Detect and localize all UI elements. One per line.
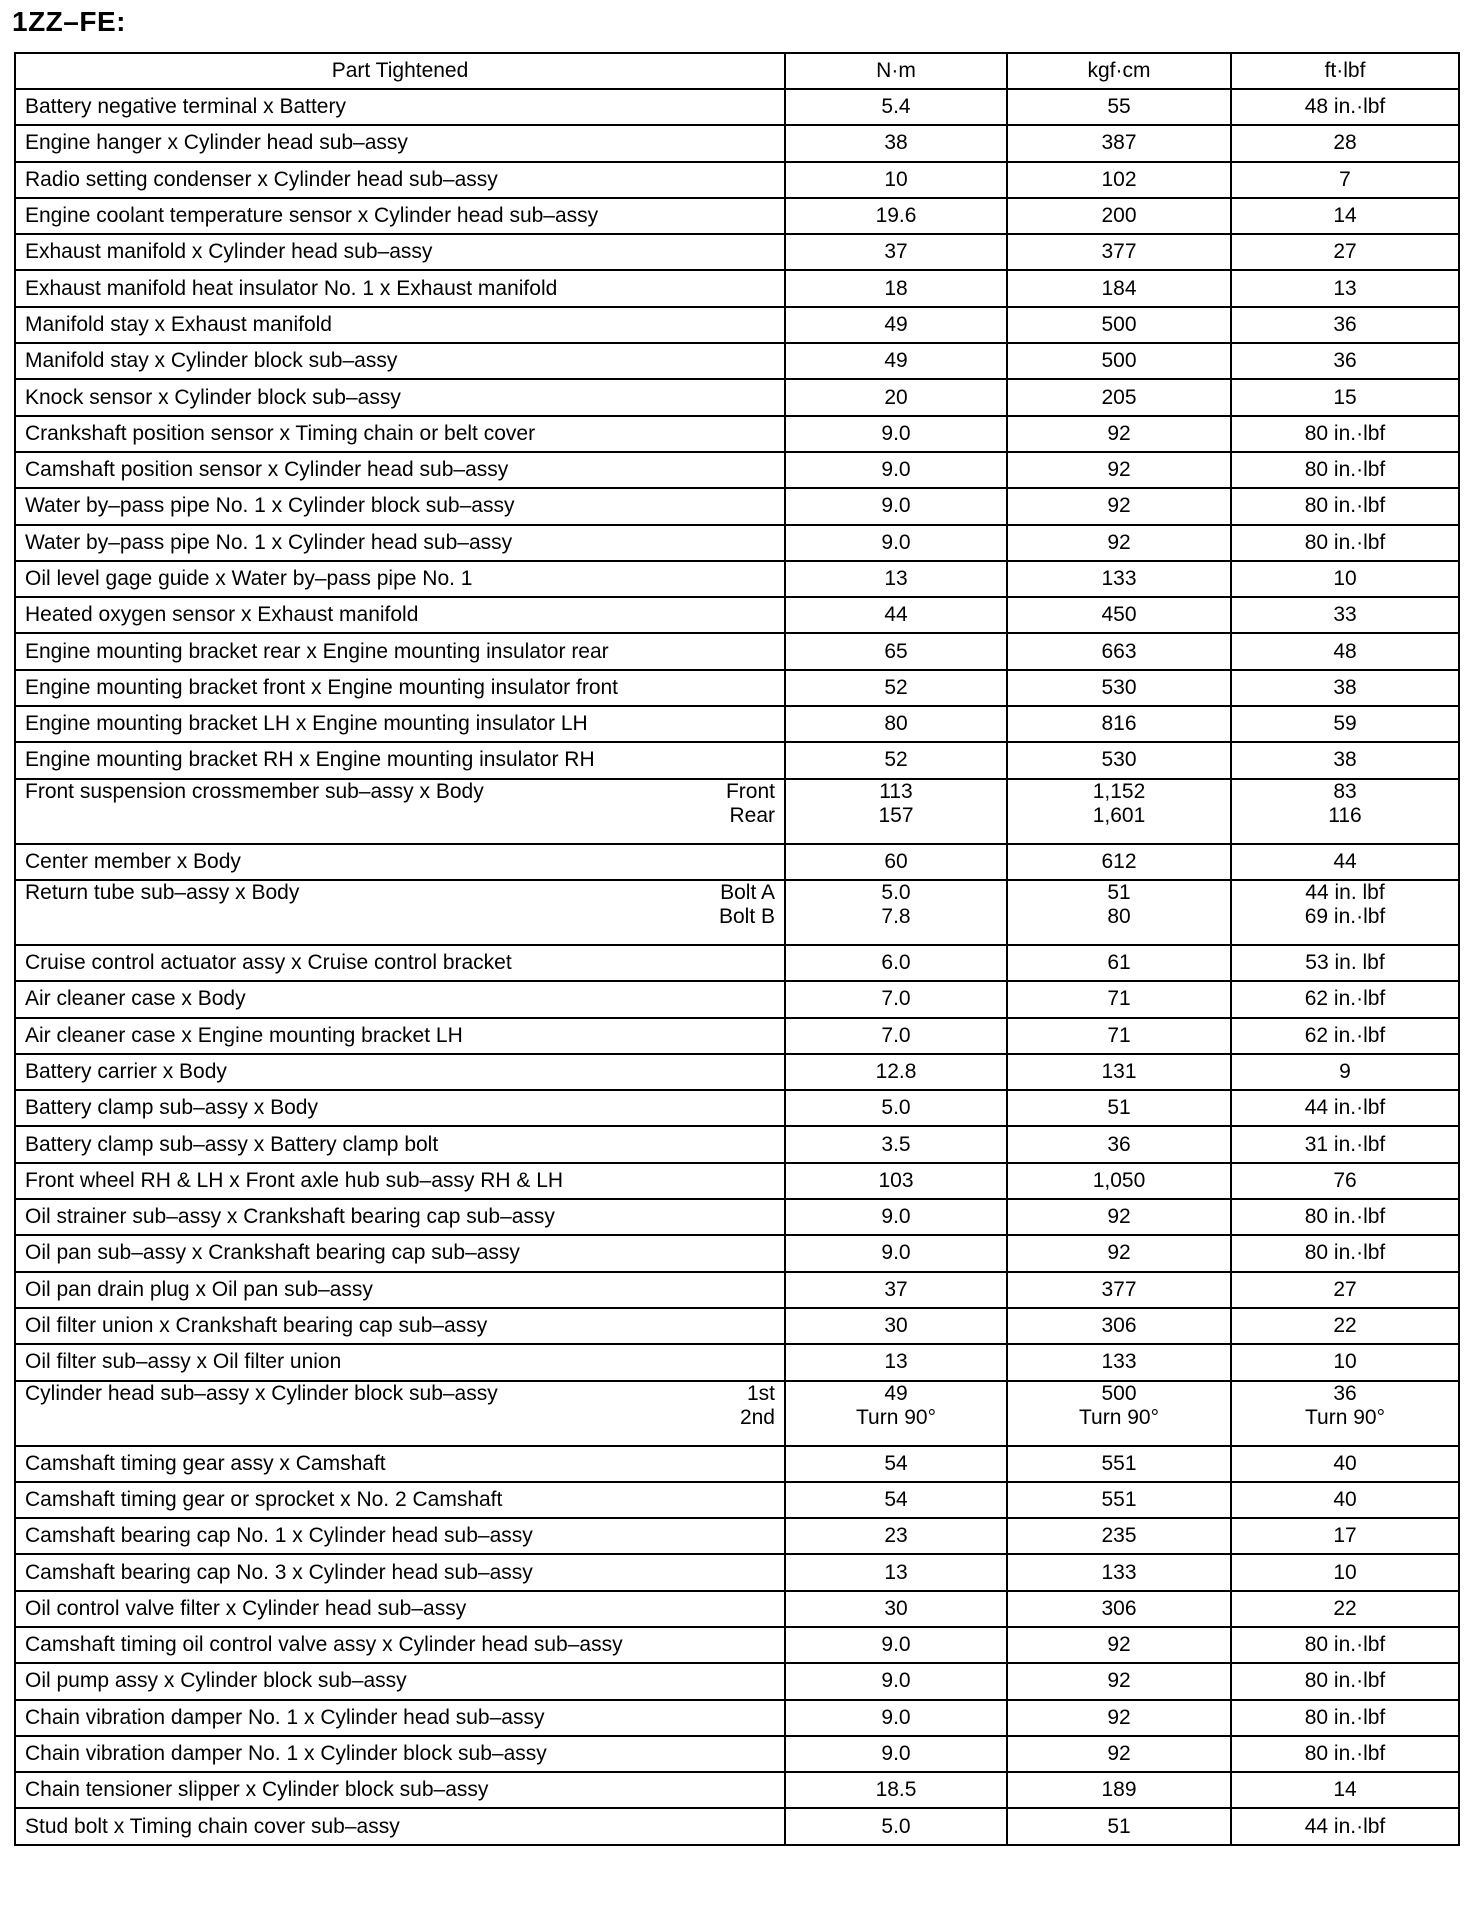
table-row bbox=[15, 1482, 1459, 1518]
part-tightened-cell: Cruise control actuator assy x Cruise control bracket bbox=[15, 945, 785, 981]
kgf-cm-value: 51 bbox=[1007, 1090, 1231, 1126]
kgf-cm-value: 500 bbox=[1007, 343, 1231, 379]
part-tightened-cell: Oil pump assy x Cylinder block sub–assy bbox=[15, 1663, 785, 1699]
table-row bbox=[15, 1518, 1459, 1554]
nm-value: 65 bbox=[785, 633, 1007, 669]
ft-lbf-value: 36 bbox=[1231, 343, 1459, 379]
nm-value: 12.8 bbox=[785, 1054, 1007, 1090]
ft-lbf-value: 80 in.·lbf bbox=[1231, 1199, 1459, 1235]
ft-lbf-value: 48 in.·lbf bbox=[1231, 89, 1459, 125]
table-row bbox=[15, 1235, 1459, 1271]
ft-lbf-value: 27 bbox=[1231, 234, 1459, 270]
part-tightened-cell: Oil strainer sub–assy x Crankshaft bearing cap sub–assy bbox=[15, 1199, 785, 1235]
ft-lbf-value-line: 44 in. lbf bbox=[1305, 880, 1385, 904]
table-row bbox=[15, 234, 1459, 270]
kgf-cm-value: 133 bbox=[1007, 561, 1231, 597]
part-tightened-cell: Manifold stay x Cylinder block sub–assy bbox=[15, 343, 785, 379]
part-name: Return tube sub–assy x Body bbox=[25, 880, 300, 904]
nm-value bbox=[785, 880, 1007, 945]
kgf-cm-value bbox=[1007, 880, 1231, 945]
ft-lbf-value: 62 in.·lbf bbox=[1231, 981, 1459, 1017]
table-header-row bbox=[15, 53, 1459, 89]
nm-value: 44 bbox=[785, 597, 1007, 633]
part-tightened-cell: Heated oxygen sensor x Exhaust manifold bbox=[15, 597, 785, 633]
kgf-cm-value: 377 bbox=[1007, 1272, 1231, 1308]
kgf-cm-value: 663 bbox=[1007, 633, 1231, 669]
table-row bbox=[15, 1808, 1459, 1844]
kgf-cm-value: 92 bbox=[1007, 1199, 1231, 1235]
table-row bbox=[15, 981, 1459, 1017]
part-name: Cylinder head sub–assy x Cylinder block sub–assy bbox=[25, 1381, 498, 1405]
ft-lbf-value: 36 bbox=[1231, 307, 1459, 343]
nm-value: 9.0 bbox=[785, 1663, 1007, 1699]
kgf-cm-value-line: 1,152 bbox=[1092, 779, 1146, 803]
part-sub-label: Bolt B bbox=[718, 904, 775, 928]
part-tightened-cell: Camshaft timing oil control valve assy x Cylinder head sub–assy bbox=[15, 1627, 785, 1663]
ft-lbf-value bbox=[1231, 779, 1459, 844]
kgf-cm-value: 133 bbox=[1007, 1554, 1231, 1590]
nm-value: 54 bbox=[785, 1482, 1007, 1518]
nm-value: 9.0 bbox=[785, 488, 1007, 524]
table-row bbox=[15, 1736, 1459, 1772]
part-name: Front suspension crossmember sub–assy x Body bbox=[25, 779, 484, 803]
kgf-cm-value: 1,050 bbox=[1007, 1163, 1231, 1199]
ft-lbf-value: 44 bbox=[1231, 844, 1459, 880]
nm-value: 3.5 bbox=[785, 1126, 1007, 1162]
ft-lbf-value: 22 bbox=[1231, 1591, 1459, 1627]
kgf-cm-value bbox=[1007, 779, 1231, 844]
part-tightened-cell: Oil filter union x Crankshaft bearing cap sub–assy bbox=[15, 1308, 785, 1344]
kgf-cm-value-line: 1,601 bbox=[1092, 803, 1146, 827]
ft-lbf-value-line: 116 bbox=[1328, 803, 1362, 827]
part-tightened-cell: Camshaft timing gear assy x Camshaft bbox=[15, 1446, 785, 1482]
table-row bbox=[15, 742, 1459, 778]
part-tightened-cell: Camshaft bearing cap No. 1 x Cylinder head sub–assy bbox=[15, 1518, 785, 1554]
nm-value: 6.0 bbox=[785, 945, 1007, 981]
part-sub-label: Rear bbox=[729, 803, 775, 827]
nm-value: 54 bbox=[785, 1446, 1007, 1482]
part-tightened-cell: Battery clamp sub–assy x Body bbox=[15, 1090, 785, 1126]
kgf-cm-value: 92 bbox=[1007, 1663, 1231, 1699]
nm-value: 30 bbox=[785, 1308, 1007, 1344]
table-row bbox=[15, 880, 1459, 945]
nm-value: 9.0 bbox=[785, 1199, 1007, 1235]
part-sub-labels bbox=[740, 1382, 775, 1430]
kgf-cm-value: 387 bbox=[1007, 125, 1231, 161]
kgf-cm-value: 92 bbox=[1007, 1627, 1231, 1663]
nm-value-line: 157 bbox=[878, 803, 914, 827]
ft-lbf-value: 80 in.·lbf bbox=[1231, 1700, 1459, 1736]
nm-value: 5.0 bbox=[785, 1808, 1007, 1844]
nm-value: 49 bbox=[785, 307, 1007, 343]
ft-lbf-value: 44 in.·lbf bbox=[1231, 1090, 1459, 1126]
kgf-cm-value: 816 bbox=[1007, 706, 1231, 742]
kgf-cm-value: 133 bbox=[1007, 1344, 1231, 1380]
ft-lbf-value: 62 in.·lbf bbox=[1231, 1018, 1459, 1054]
table-row bbox=[15, 1663, 1459, 1699]
table-row bbox=[15, 597, 1459, 633]
kgf-cm-value: 450 bbox=[1007, 597, 1231, 633]
nm-value-line: Turn 90° bbox=[856, 1405, 936, 1429]
table-row bbox=[15, 162, 1459, 198]
ft-lbf-value: 80 in.·lbf bbox=[1231, 1663, 1459, 1699]
nm-value: 30 bbox=[785, 1591, 1007, 1627]
kgf-cm-value: 551 bbox=[1007, 1446, 1231, 1482]
part-tightened-cell: Air cleaner case x Body bbox=[15, 981, 785, 1017]
part-tightened-cell: Front wheel RH & LH x Front axle hub sub–assy RH & LH bbox=[15, 1163, 785, 1199]
kgf-cm-value: 92 bbox=[1007, 452, 1231, 488]
ft-lbf-value-line: 69 in.·lbf bbox=[1304, 904, 1386, 928]
ft-lbf-value: 80 in.·lbf bbox=[1231, 525, 1459, 561]
ft-lbf-value: 14 bbox=[1231, 1772, 1459, 1808]
table-row bbox=[15, 1772, 1459, 1808]
nm-value: 52 bbox=[785, 742, 1007, 778]
kgf-cm-value: 71 bbox=[1007, 981, 1231, 1017]
kgf-cm-value: 530 bbox=[1007, 742, 1231, 778]
ft-lbf-value: 76 bbox=[1231, 1163, 1459, 1199]
kgf-cm-value: 205 bbox=[1007, 379, 1231, 415]
kgf-cm-value: 92 bbox=[1007, 416, 1231, 452]
nm-value: 9.0 bbox=[785, 1736, 1007, 1772]
nm-value: 9.0 bbox=[785, 1700, 1007, 1736]
kgf-cm-value: 235 bbox=[1007, 1518, 1231, 1554]
part-tightened-cell: Chain tensioner slipper x Cylinder block sub–assy bbox=[15, 1772, 785, 1808]
table-row bbox=[15, 89, 1459, 125]
part-tightened-cell: Camshaft position sensor x Cylinder head sub–assy bbox=[15, 452, 785, 488]
ft-lbf-value: 80 in.·lbf bbox=[1231, 1627, 1459, 1663]
part-tightened-cell bbox=[15, 880, 785, 945]
part-tightened-cell: Oil control valve filter x Cylinder head sub–assy bbox=[15, 1591, 785, 1627]
part-tightened-cell: Exhaust manifold heat insulator No. 1 x Exhaust manifold bbox=[15, 270, 785, 306]
kgf-cm-value: 92 bbox=[1007, 488, 1231, 524]
kgf-cm-value: 36 bbox=[1007, 1126, 1231, 1162]
table-row bbox=[15, 1591, 1459, 1627]
nm-value: 9.0 bbox=[785, 525, 1007, 561]
table-row bbox=[15, 379, 1459, 415]
kgf-cm-value-line: Turn 90° bbox=[1079, 1405, 1159, 1429]
part-tightened-cell: Engine hanger x Cylinder head sub–assy bbox=[15, 125, 785, 161]
ft-lbf-value: 13 bbox=[1231, 270, 1459, 306]
part-tightened-cell: Oil pan drain plug x Oil pan sub–assy bbox=[15, 1272, 785, 1308]
table-row bbox=[15, 416, 1459, 452]
nm-value: 19.6 bbox=[785, 198, 1007, 234]
nm-value: 23 bbox=[785, 1518, 1007, 1554]
header-nm: N·m bbox=[785, 53, 1007, 89]
ft-lbf-value: 80 in.·lbf bbox=[1231, 452, 1459, 488]
ft-lbf-value: 7 bbox=[1231, 162, 1459, 198]
nm-value: 9.0 bbox=[785, 452, 1007, 488]
kgf-cm-value: 306 bbox=[1007, 1308, 1231, 1344]
part-sub-labels bbox=[719, 881, 775, 929]
kgf-cm-value: 92 bbox=[1007, 1736, 1231, 1772]
part-tightened-cell bbox=[15, 779, 785, 844]
ft-lbf-value: 80 in.·lbf bbox=[1231, 416, 1459, 452]
kgf-cm-value: 92 bbox=[1007, 1235, 1231, 1271]
nm-value-line: 113 bbox=[879, 779, 913, 803]
nm-value: 13 bbox=[785, 1344, 1007, 1380]
kgf-cm-value: 92 bbox=[1007, 525, 1231, 561]
kgf-cm-value: 71 bbox=[1007, 1018, 1231, 1054]
table-row bbox=[15, 198, 1459, 234]
ft-lbf-value: 14 bbox=[1231, 198, 1459, 234]
nm-value: 13 bbox=[785, 561, 1007, 597]
header-part-tightened: Part Tightened bbox=[15, 53, 785, 89]
part-tightened-cell: Camshaft timing gear or sprocket x No. 2 Camshaft bbox=[15, 1482, 785, 1518]
nm-value: 52 bbox=[785, 670, 1007, 706]
part-sub-labels bbox=[726, 780, 775, 828]
nm-value: 37 bbox=[785, 234, 1007, 270]
part-tightened-cell: Engine mounting bracket RH x Engine mounting insulator RH bbox=[15, 742, 785, 778]
ft-lbf-value: 31 in.·lbf bbox=[1231, 1126, 1459, 1162]
ft-lbf-value: 9 bbox=[1231, 1054, 1459, 1090]
table-row bbox=[15, 1054, 1459, 1090]
part-tightened-cell: Chain vibration damper No. 1 x Cylinder head sub–assy bbox=[15, 1700, 785, 1736]
kgf-cm-value: 500 bbox=[1007, 307, 1231, 343]
ft-lbf-value: 38 bbox=[1231, 742, 1459, 778]
nm-value: 18.5 bbox=[785, 1772, 1007, 1808]
ft-lbf-value: 80 in.·lbf bbox=[1231, 1736, 1459, 1772]
ft-lbf-value: 80 in.·lbf bbox=[1231, 1235, 1459, 1271]
nm-value: 9.0 bbox=[785, 1235, 1007, 1271]
nm-value: 103 bbox=[785, 1163, 1007, 1199]
part-tightened-cell: Chain vibration damper No. 1 x Cylinder block sub–assy bbox=[15, 1736, 785, 1772]
part-tightened-cell: Battery clamp sub–assy x Battery clamp bolt bbox=[15, 1126, 785, 1162]
ft-lbf-value: 48 bbox=[1231, 633, 1459, 669]
part-tightened-cell: Center member x Body bbox=[15, 844, 785, 880]
kgf-cm-value bbox=[1007, 1381, 1231, 1446]
part-tightened-cell: Engine mounting bracket rear x Engine mounting insulator rear bbox=[15, 633, 785, 669]
table-row bbox=[15, 1308, 1459, 1344]
table-row bbox=[15, 945, 1459, 981]
table-row bbox=[15, 1199, 1459, 1235]
nm-value-line: 7.8 bbox=[881, 904, 911, 928]
table-row bbox=[15, 525, 1459, 561]
table-row bbox=[15, 706, 1459, 742]
part-tightened-cell: Engine coolant temperature sensor x Cylinder head sub–assy bbox=[15, 198, 785, 234]
nm-value: 7.0 bbox=[785, 981, 1007, 1017]
kgf-cm-value: 184 bbox=[1007, 270, 1231, 306]
ft-lbf-value: 40 bbox=[1231, 1482, 1459, 1518]
table-row bbox=[15, 670, 1459, 706]
table-row bbox=[15, 1126, 1459, 1162]
part-tightened-cell: Camshaft bearing cap No. 3 x Cylinder head sub–assy bbox=[15, 1554, 785, 1590]
nm-value: 5.0 bbox=[785, 1090, 1007, 1126]
kgf-cm-value: 551 bbox=[1007, 1482, 1231, 1518]
table-row bbox=[15, 1554, 1459, 1590]
kgf-cm-value: 55 bbox=[1007, 89, 1231, 125]
part-tightened-cell: Water by–pass pipe No. 1 x Cylinder head sub–assy bbox=[15, 525, 785, 561]
kgf-cm-value: 200 bbox=[1007, 198, 1231, 234]
nm-value: 80 bbox=[785, 706, 1007, 742]
nm-value-line: 5.0 bbox=[881, 880, 911, 904]
nm-value: 38 bbox=[785, 125, 1007, 161]
ft-lbf-value: 10 bbox=[1231, 1344, 1459, 1380]
part-tightened-cell: Stud bolt x Timing chain cover sub–assy bbox=[15, 1808, 785, 1844]
table-row bbox=[15, 125, 1459, 161]
nm-value: 9.0 bbox=[785, 416, 1007, 452]
table-row bbox=[15, 343, 1459, 379]
nm-value: 37 bbox=[785, 1272, 1007, 1308]
nm-value: 5.4 bbox=[785, 89, 1007, 125]
ft-lbf-value: 10 bbox=[1231, 1554, 1459, 1590]
kgf-cm-value: 131 bbox=[1007, 1054, 1231, 1090]
table-row bbox=[15, 1018, 1459, 1054]
kgf-cm-value-line: 80 bbox=[1107, 904, 1131, 928]
table-row bbox=[15, 779, 1459, 844]
part-sub-label: Front bbox=[725, 779, 775, 803]
table-row bbox=[15, 633, 1459, 669]
part-tightened-cell: Manifold stay x Exhaust manifold bbox=[15, 307, 785, 343]
page-title: 1ZZ–FE: bbox=[12, 6, 126, 37]
part-tightened-cell bbox=[15, 1381, 785, 1446]
nm-value: 7.0 bbox=[785, 1018, 1007, 1054]
table-row bbox=[15, 561, 1459, 597]
nm-value: 18 bbox=[785, 270, 1007, 306]
part-tightened-cell: Knock sensor x Cylinder block sub–assy bbox=[15, 379, 785, 415]
ft-lbf-value: 80 in.·lbf bbox=[1231, 488, 1459, 524]
part-tightened-cell: Engine mounting bracket LH x Engine mounting insulator LH bbox=[15, 706, 785, 742]
part-tightened-cell: Exhaust manifold x Cylinder head sub–assy bbox=[15, 234, 785, 270]
ft-lbf-value: 53 in. lbf bbox=[1231, 945, 1459, 981]
nm-value: 20 bbox=[785, 379, 1007, 415]
table-row bbox=[15, 1381, 1459, 1446]
ft-lbf-value: 59 bbox=[1231, 706, 1459, 742]
part-tightened-cell: Air cleaner case x Engine mounting bracket LH bbox=[15, 1018, 785, 1054]
part-tightened-cell: Battery negative terminal x Battery bbox=[15, 89, 785, 125]
ft-lbf-value: 22 bbox=[1231, 1308, 1459, 1344]
nm-value bbox=[785, 779, 1007, 844]
kgf-cm-value: 377 bbox=[1007, 234, 1231, 270]
table-row bbox=[15, 452, 1459, 488]
ft-lbf-value: 27 bbox=[1231, 1272, 1459, 1308]
table-body bbox=[15, 89, 1459, 1845]
kgf-cm-value: 530 bbox=[1007, 670, 1231, 706]
table-row bbox=[15, 1090, 1459, 1126]
part-tightened-cell: Engine mounting bracket front x Engine mounting insulator front bbox=[15, 670, 785, 706]
kgf-cm-value: 51 bbox=[1007, 1808, 1231, 1844]
table-row bbox=[15, 844, 1459, 880]
ft-lbf-value-line: Turn 90° bbox=[1305, 1405, 1385, 1429]
table-row bbox=[15, 488, 1459, 524]
kgf-cm-value: 612 bbox=[1007, 844, 1231, 880]
part-tightened-cell: Battery carrier x Body bbox=[15, 1054, 785, 1090]
kgf-cm-value: 306 bbox=[1007, 1591, 1231, 1627]
part-sub-label: 2nd bbox=[739, 1405, 775, 1429]
ft-lbf-value-line: 36 bbox=[1333, 1381, 1357, 1405]
kgf-cm-value-line: 51 bbox=[1107, 880, 1131, 904]
table-row bbox=[15, 1446, 1459, 1482]
kgf-cm-value-line: 500 bbox=[1101, 1381, 1137, 1405]
table-row bbox=[15, 270, 1459, 306]
ft-lbf-value: 40 bbox=[1231, 1446, 1459, 1482]
ft-lbf-value: 15 bbox=[1231, 379, 1459, 415]
torque-spec-table bbox=[14, 52, 1460, 1846]
nm-value: 60 bbox=[785, 844, 1007, 880]
nm-value: 9.0 bbox=[785, 1627, 1007, 1663]
part-sub-label: Bolt A bbox=[720, 880, 775, 904]
ft-lbf-value-line: 83 bbox=[1333, 779, 1357, 803]
table-row bbox=[15, 1272, 1459, 1308]
nm-value: 49 bbox=[785, 343, 1007, 379]
ft-lbf-value: 17 bbox=[1231, 1518, 1459, 1554]
kgf-cm-value: 102 bbox=[1007, 162, 1231, 198]
table-row bbox=[15, 1700, 1459, 1736]
ft-lbf-value: 33 bbox=[1231, 597, 1459, 633]
ft-lbf-value: 10 bbox=[1231, 561, 1459, 597]
part-tightened-cell: Radio setting condenser x Cylinder head sub–assy bbox=[15, 162, 785, 198]
part-tightened-cell: Oil level gage guide x Water by–pass pipe No. 1 bbox=[15, 561, 785, 597]
nm-value: 13 bbox=[785, 1554, 1007, 1590]
part-tightened-cell: Oil pan sub–assy x Crankshaft bearing cap sub–assy bbox=[15, 1235, 785, 1271]
ft-lbf-value: 38 bbox=[1231, 670, 1459, 706]
ft-lbf-value: 28 bbox=[1231, 125, 1459, 161]
part-tightened-cell: Crankshaft position sensor x Timing chain or belt cover bbox=[15, 416, 785, 452]
nm-value bbox=[785, 1381, 1007, 1446]
kgf-cm-value: 189 bbox=[1007, 1772, 1231, 1808]
kgf-cm-value: 92 bbox=[1007, 1700, 1231, 1736]
ft-lbf-value bbox=[1231, 1381, 1459, 1446]
header-ft-lbf: ft·lbf bbox=[1231, 53, 1459, 89]
part-sub-label: 1st bbox=[746, 1381, 775, 1405]
table-row bbox=[15, 1627, 1459, 1663]
part-tightened-cell: Water by–pass pipe No. 1 x Cylinder block sub–assy bbox=[15, 488, 785, 524]
nm-value: 10 bbox=[785, 162, 1007, 198]
table-row bbox=[15, 1163, 1459, 1199]
table-row bbox=[15, 307, 1459, 343]
ft-lbf-value: 44 in.·lbf bbox=[1231, 1808, 1459, 1844]
kgf-cm-value: 61 bbox=[1007, 945, 1231, 981]
header-kgf-cm: kgf·cm bbox=[1007, 53, 1231, 89]
nm-value-line: 49 bbox=[884, 1381, 908, 1405]
ft-lbf-value bbox=[1231, 880, 1459, 945]
part-tightened-cell: Oil filter sub–assy x Oil filter union bbox=[15, 1344, 785, 1380]
table-row bbox=[15, 1344, 1459, 1380]
